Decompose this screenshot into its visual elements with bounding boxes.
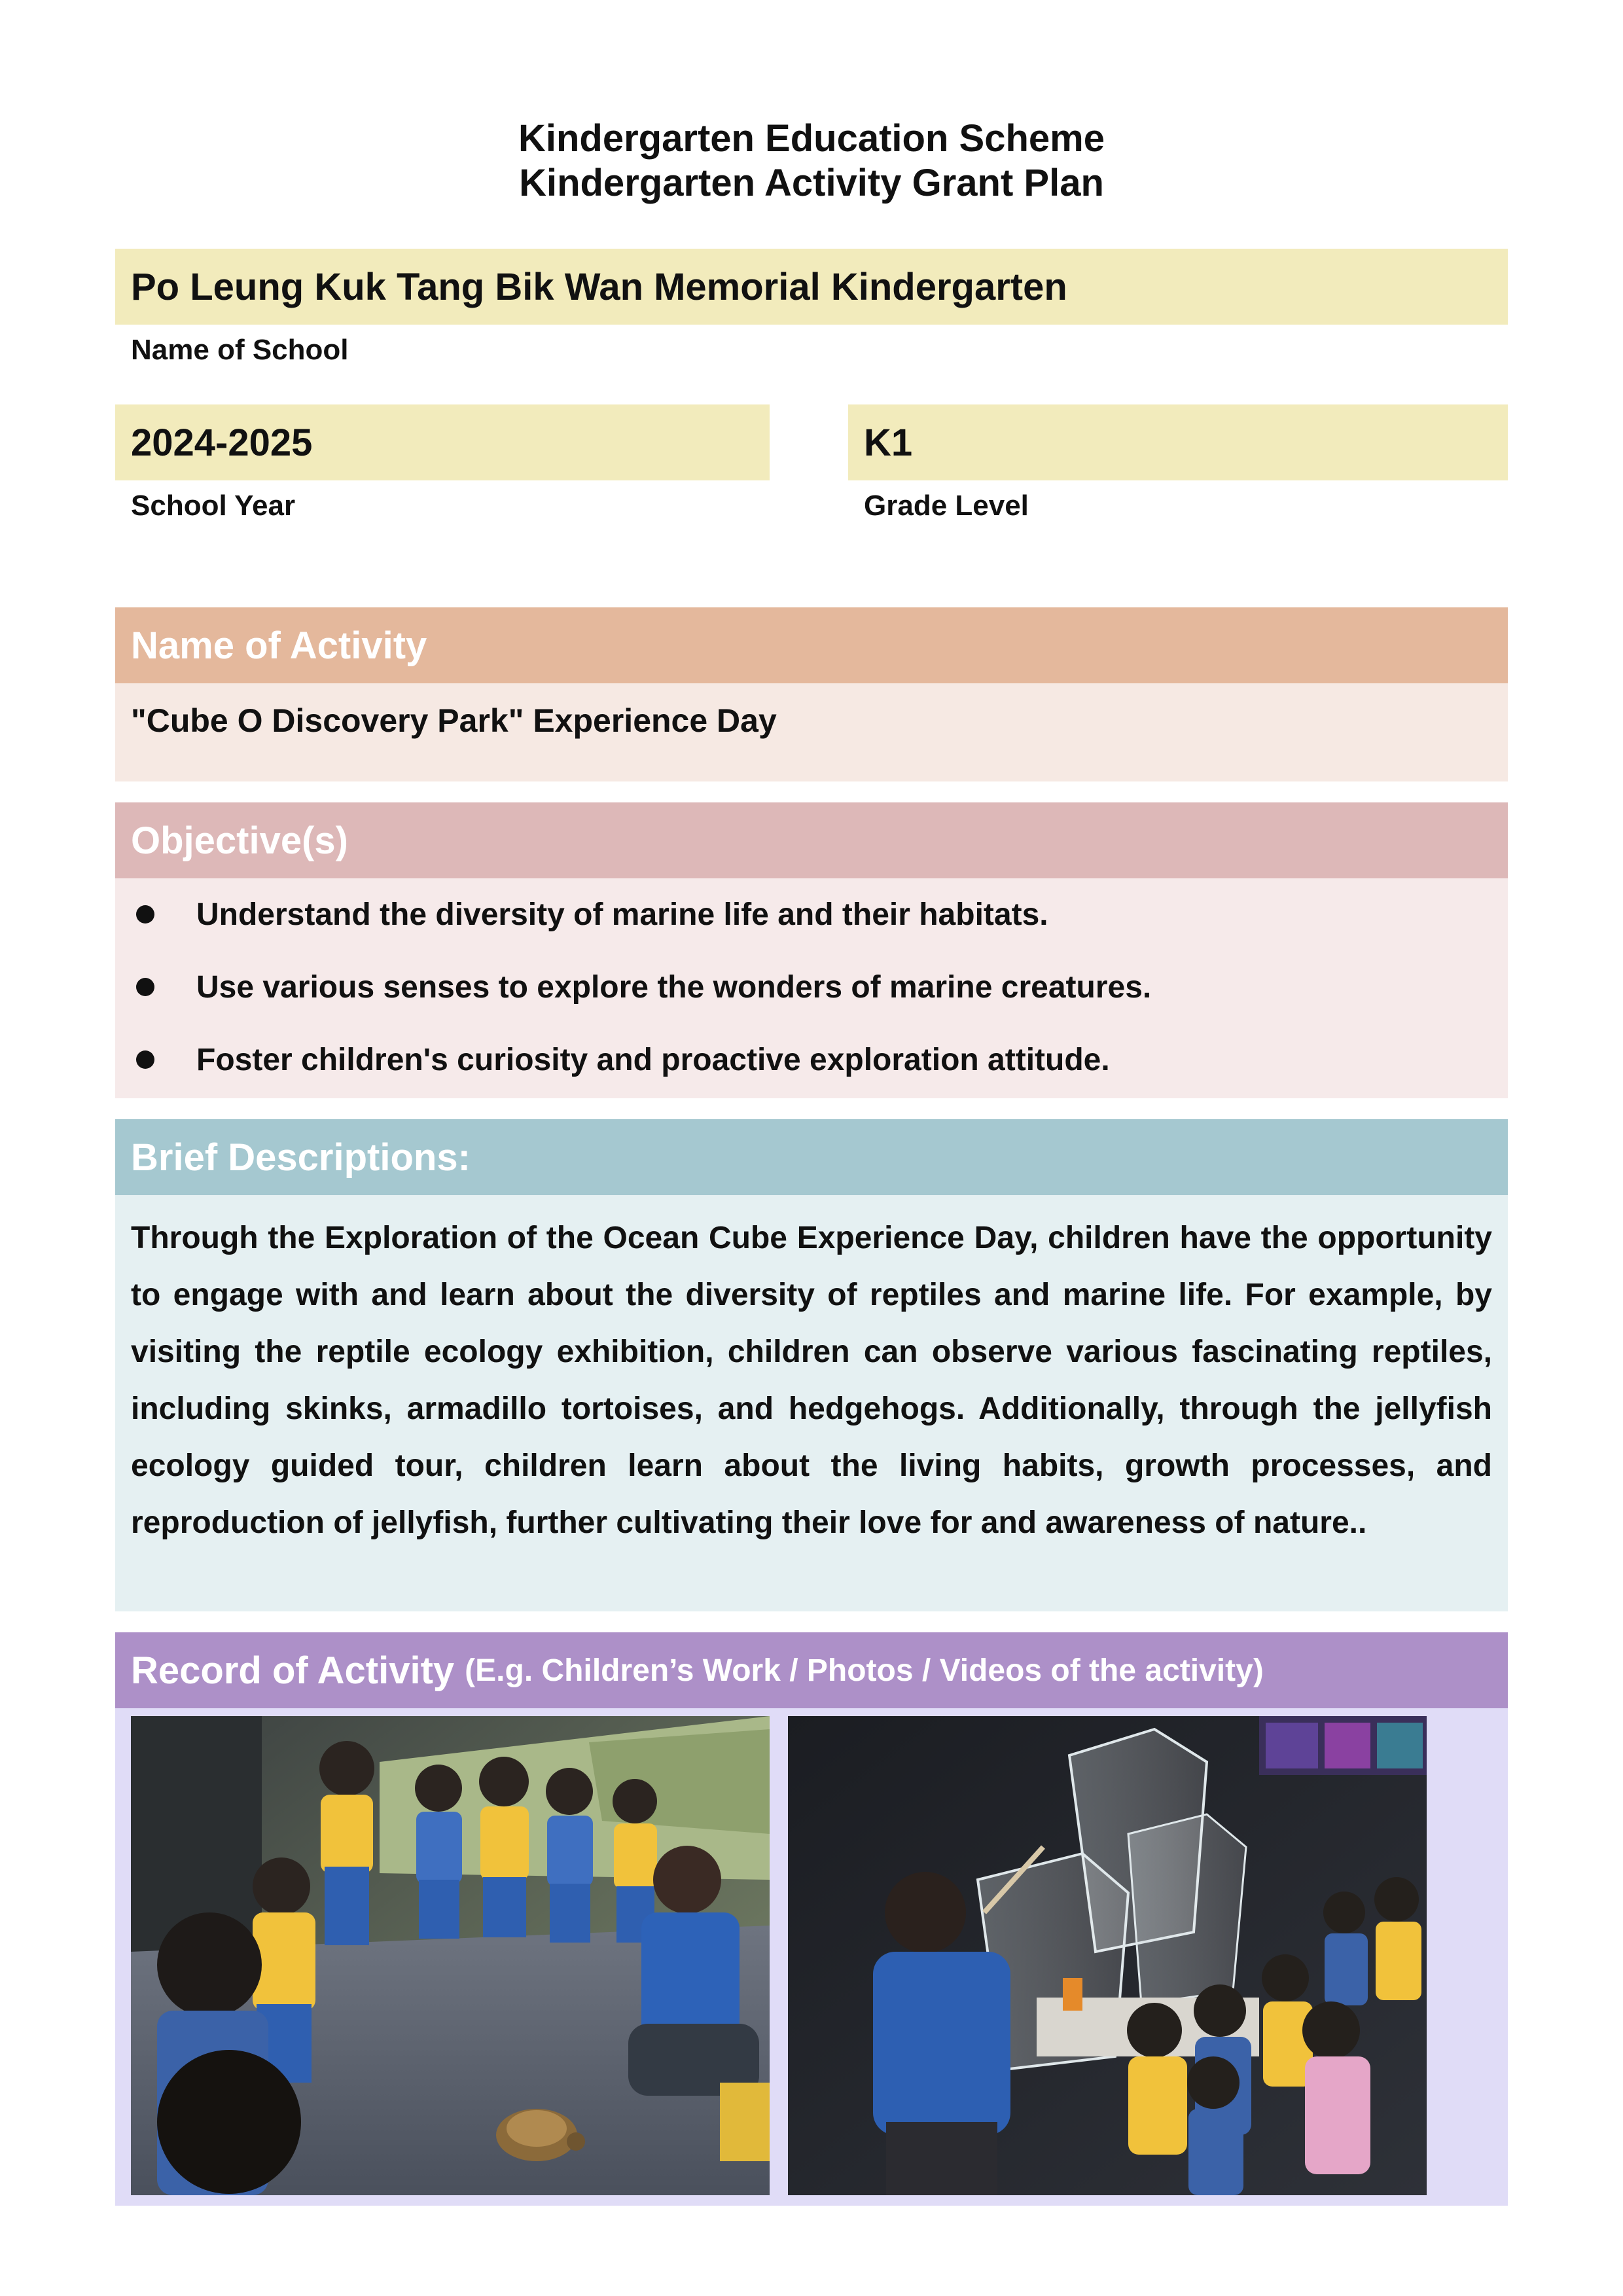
objective-item [131, 891, 1492, 937]
school-name-field [115, 249, 1508, 325]
description-heading: Brief Descriptions: [131, 1136, 471, 1179]
objective-item [131, 964, 1492, 1010]
document-title-line2: Kindergarten Activity Grant Plan [519, 162, 1104, 204]
objectives-section-header [115, 802, 1508, 878]
activity-photo-tortoise [131, 1716, 770, 2195]
description-section-header [115, 1119, 1508, 1195]
objective-text: Use various senses to explore the wonders of marine creatures. [196, 969, 1152, 1005]
description-section-body [115, 1195, 1508, 1611]
school-year-field [115, 404, 770, 480]
objective-item [131, 1037, 1492, 1083]
bullet-icon [136, 905, 154, 924]
record-heading: Record of Activity [131, 1649, 455, 1692]
record-section-header [115, 1632, 1508, 1708]
record-section-body [115, 1708, 1508, 2206]
activity-section-header [115, 607, 1508, 683]
objectives-section-body [115, 878, 1508, 1098]
grade-level-caption: Grade Level [864, 490, 1029, 522]
objective-text: Understand the diversity of marine life and their habitats. [196, 897, 1048, 932]
activity-name: "Cube O Discovery Park" Experience Day [131, 702, 777, 739]
description-text: Through the Exploration of the Ocean Cube Experience Day, children have the opportunity to engage with and learn about the diversity of reptiles and marine life. For example, by visiting the reptile ecology exhibition, children can observe various fascinating reptiles, including skinks, armadillo tortoises, and hedgehogs. Additionally, through the jellyfish ecology guided tour, children learn about the living habits, growth processes, and reproduction of jellyfish, further cultivating their love for and awareness of nature.. [131, 1221, 1492, 1540]
grade-level-field [848, 404, 1508, 480]
activity-heading: Name of Activity [131, 624, 427, 667]
school-year-caption: School Year [131, 490, 296, 522]
school-year-value: 2024-2025 [131, 421, 313, 464]
bullet-icon [136, 978, 154, 996]
activity-section-body [115, 683, 1508, 781]
grade-level-value: K1 [864, 421, 913, 464]
school-name-caption: Name of School [131, 334, 349, 366]
objectives-heading: Objective(s) [131, 819, 348, 862]
record-subheading: (E.g. Children’s Work / Photos / Videos of the activity) [465, 1653, 1264, 1688]
objective-text: Foster children's curiosity and proactive exploration attitude. [196, 1042, 1110, 1077]
school-name-value: Po Leung Kuk Tang Bik Wan Memorial Kindergarten [131, 265, 1067, 308]
bullet-icon [136, 1050, 154, 1069]
activity-photo-jellyfish [788, 1716, 1427, 2195]
document-title-line1: Kindergarten Education Scheme [518, 117, 1105, 160]
